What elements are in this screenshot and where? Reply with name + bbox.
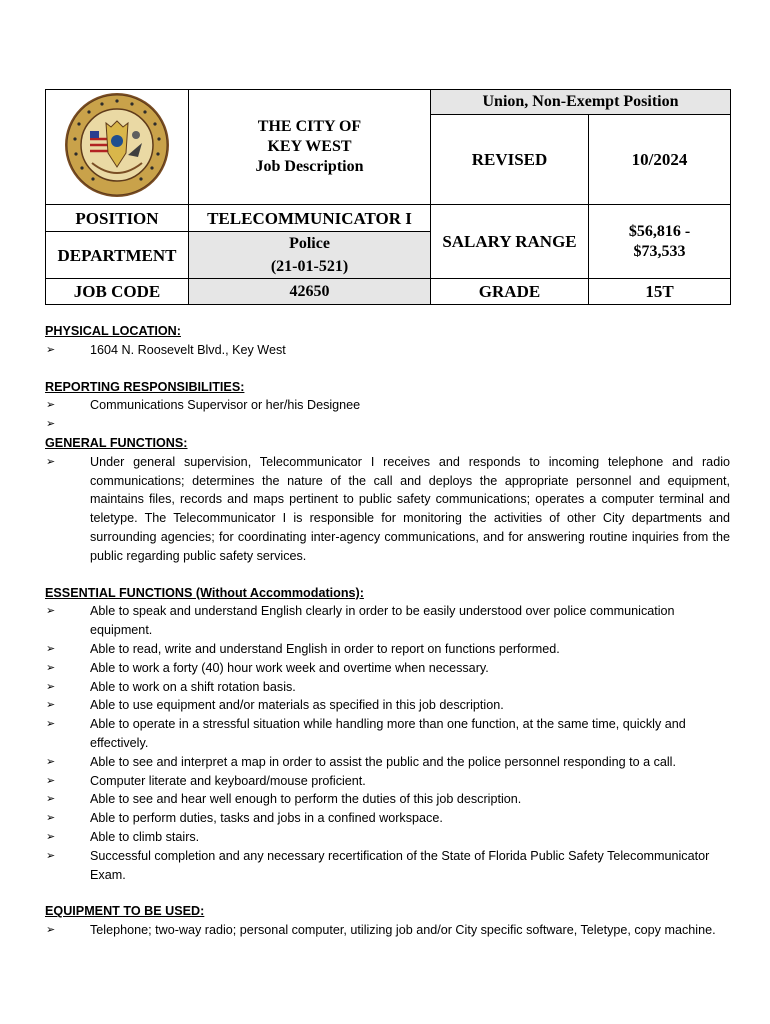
list-item-text: Under general supervision, Telecommunicator I receives and responds to incoming telephone and radio communications; determines the nature of the call and deploys the appropriate personnel and equipment, maintains files, records and maps pertinent to public safety communications; operates a computer terminal and teletype. The Telecommunicator I is responsible for monitoring the activities of other City departments and surrounding agencies; for coordinating inter-agency communications, and for answering routine inquiries from the public regarding public safety services.	[90, 454, 730, 563]
list-item	[45, 341, 730, 360]
doc-type: Job Description	[255, 158, 364, 175]
arrowhead-bullet-icon: ➢	[46, 774, 56, 787]
spacer	[45, 884, 730, 902]
list-item	[45, 753, 730, 772]
logo-cell	[46, 90, 189, 205]
arrowhead-bullet-icon: ➢	[46, 399, 56, 412]
revised-date: 10/2024	[589, 115, 731, 205]
list-item	[45, 715, 730, 753]
arrowhead-bullet-icon: ➢	[46, 755, 56, 768]
list-item	[45, 828, 730, 847]
department-label: DEPARTMENT	[46, 232, 189, 279]
department-cell	[189, 232, 431, 279]
list-item-text: Communications Supervisor or her/his Designee	[90, 398, 361, 413]
list-item	[45, 602, 730, 640]
list-item	[45, 696, 730, 715]
list-item-text: Able to use equipment and/or materials as specified in this job description.	[90, 698, 504, 713]
position-label: POSITION	[46, 205, 189, 232]
list-item-text: Able to perform duties, tasks and jobs in a confined workspace.	[90, 811, 443, 826]
list-item	[45, 396, 730, 415]
list-item	[45, 415, 730, 434]
list-item-text: Telephone; two-way radio; personal computer, utilizing job and/or City specific software, Teletype, copy machine.	[90, 923, 716, 938]
arrowhead-bullet-icon: ➢	[46, 830, 56, 843]
job-description-body	[45, 322, 730, 940]
grade-label: GRADE	[431, 279, 589, 305]
arrowhead-bullet-icon: ➢	[46, 418, 56, 431]
salary-max: $73,533	[633, 242, 686, 260]
list-item-text: Able to climb stairs.	[90, 829, 200, 844]
department-value: Police	[289, 235, 330, 252]
arrowhead-bullet-icon: ➢	[46, 793, 56, 806]
org-line-city: THE CITY OF	[257, 118, 362, 135]
police-seal-logo	[58, 91, 176, 199]
grade-value: 15T	[589, 279, 731, 305]
section-title-physical-location: PHYSICAL LOCATION:	[45, 324, 181, 338]
essential-functions-list	[45, 602, 730, 884]
arrowhead-bullet-icon: ➢	[46, 812, 56, 825]
position-value: TELECOMMUNICATOR I	[189, 205, 431, 232]
list-item	[45, 847, 730, 885]
list-item-text: Able to see and hear well enough to perform the duties of this job description.	[90, 792, 522, 807]
spacer	[45, 360, 730, 378]
arrowhead-bullet-icon: ➢	[46, 343, 56, 356]
section-title-general-functions: GENERAL FUNCTIONS:	[45, 435, 188, 450]
union-status: Union, Non-Exempt Position	[431, 90, 731, 115]
salary-min: $56,816 -	[628, 222, 691, 240]
section-title-reporting: REPORTING RESPONSIBILITIES:	[45, 379, 245, 394]
list-item	[45, 921, 730, 940]
arrowhead-bullet-icon: ➢	[46, 849, 56, 862]
list-item-text: Able to work on a shift rotation basis.	[90, 679, 296, 694]
job-header-table	[45, 89, 731, 305]
list-item-text: 1604 N. Roosevelt Blvd., Key West	[90, 342, 286, 357]
list-item-text: Able to read, write and understand English in order to report on functions performed.	[90, 641, 560, 656]
list-item	[45, 659, 730, 678]
job-code-label: JOB CODE	[46, 279, 189, 305]
list-item	[45, 772, 730, 791]
section-title-essential-functions: ESSENTIAL FUNCTIONS (Without Accommodations):	[45, 585, 364, 600]
list-item-text: Able to operate in a stressful situation while handling more than one function, at the same time, quickly and effectively.	[90, 717, 686, 750]
org-title-cell	[189, 90, 431, 205]
list-item	[45, 678, 730, 697]
salary-range-label: SALARY RANGE	[431, 205, 589, 279]
list-item	[45, 809, 730, 828]
list-item	[45, 453, 730, 566]
spacer	[45, 566, 730, 584]
department-code: (21-01-521)	[270, 258, 349, 275]
arrowhead-bullet-icon: ➢	[46, 699, 56, 712]
revised-label: REVISED	[431, 115, 589, 205]
section-title-equipment: EQUIPMENT TO BE USED:	[45, 904, 205, 919]
list-item-text: Computer literate and keyboard/mouse proficient.	[90, 773, 366, 788]
arrowhead-bullet-icon: ➢	[46, 605, 56, 618]
arrowhead-bullet-icon: ➢	[46, 661, 56, 674]
list-item	[45, 640, 730, 659]
list-item	[45, 790, 730, 809]
salary-range-cell	[589, 205, 731, 279]
org-line-name: KEY WEST	[267, 138, 352, 155]
arrowhead-bullet-icon: ➢	[46, 718, 56, 731]
arrowhead-bullet-icon: ➢	[46, 680, 56, 693]
list-item-text: Able to work a forty (40) hour work week and overtime when necessary.	[90, 660, 489, 675]
list-item-text: Successful completion and any necessary recertification of the State of Florida Public Safety Telecommunicator Exam.	[90, 848, 710, 882]
arrowhead-bullet-icon: ➢	[46, 924, 56, 937]
job-code-value: 42650	[189, 279, 431, 305]
list-item-text: Able to see and interpret a map in order to assist the public and the police personnel responding to a call.	[90, 754, 676, 769]
arrowhead-bullet-icon: ➢	[46, 642, 56, 655]
arrowhead-bullet-icon: ➢	[46, 455, 56, 468]
list-item-text: Able to speak and understand English clearly in order to be easily understood over police communication equipment.	[90, 604, 675, 638]
